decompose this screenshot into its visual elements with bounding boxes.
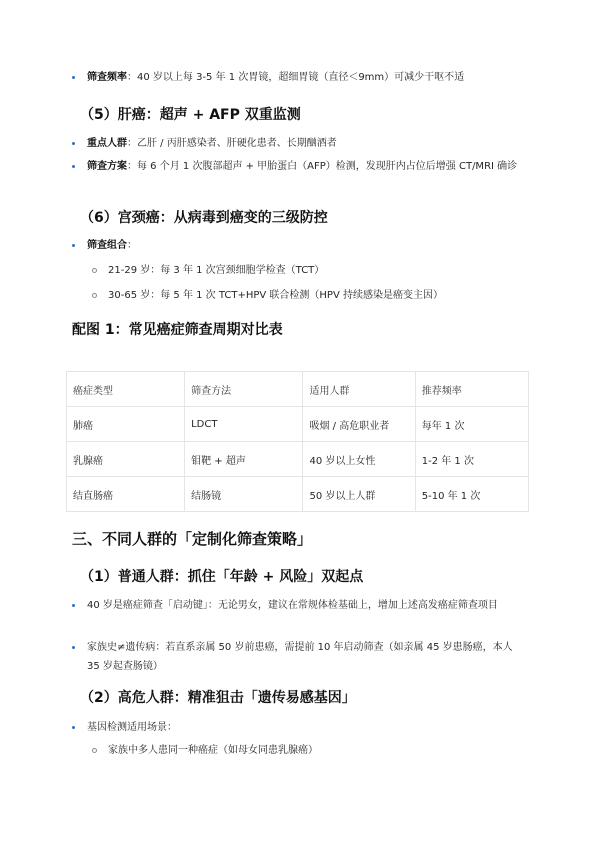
table-row <box>67 477 529 512</box>
table-cell: 5-10 年 1 次 <box>415 477 528 512</box>
item-text: ：每 6 个月 1 次腹部超声 + 甲胎蛋白（AFP）检测，发现肝内占位后增强 CT/MRI 确诊 <box>127 161 518 172</box>
item-label: 筛查组合 <box>87 240 127 251</box>
item-text: 基因检测适用场景： <box>87 722 177 733</box>
item-text: ：乙肝 / 丙肝感染者、肝硬化患者、长期酗酒者 <box>127 138 337 149</box>
table-cell: 50 岁以上人群 <box>303 477 415 512</box>
item-text: 家族史≠遗传病：若直系亲属 50 岁前患癌，需提前 10 年启动筛查（如亲属 45 岁患肠癌，本人 35 岁起查肠镜） <box>87 642 513 672</box>
sub-bullet-icon <box>92 268 97 273</box>
screening-table <box>66 371 529 512</box>
table-header: 推荐频率 <box>415 372 528 407</box>
bullet-icon <box>72 244 75 247</box>
table-header: 筛查方法 <box>185 372 303 407</box>
bullet-icon <box>72 604 75 607</box>
subheading-high-risk: （2）高危人群：精准狙击「遗传易感基因」 <box>80 690 356 706</box>
bullet-icon <box>72 142 75 145</box>
sub-item-text: 21-29 岁：每 3 年 1 次宫颈细胞学检查（TCT） <box>108 265 325 276</box>
bullet-icon <box>72 646 75 649</box>
bullet-icon <box>72 76 75 79</box>
item-text: ： <box>127 240 137 251</box>
section-title: 三、不同人群的「定制化筛查策略」 <box>72 530 313 548</box>
table-cell: LDCT <box>185 407 303 442</box>
table-cell: 每年 1 次 <box>415 407 528 442</box>
subheading-general-population: （1）普通人群：抓住「年龄 + 风险」双起点 <box>80 569 364 585</box>
table-cell: 1-2 年 1 次 <box>415 442 528 477</box>
bullet-icon <box>72 726 75 729</box>
item-label: 重点人群 <box>87 138 127 149</box>
table-cell: 钼靶 + 超声 <box>185 442 303 477</box>
sub-bullet-icon <box>92 293 97 298</box>
table-cell: 乳腺癌 <box>67 442 185 477</box>
table-row <box>67 407 529 442</box>
table-cell: 结肠镜 <box>185 477 303 512</box>
table-cell: 40 岁以上女性 <box>303 442 415 477</box>
table-cell: 结直肠癌 <box>67 477 185 512</box>
figure-title: 配图 1：常见癌症筛查周期对比表 <box>72 322 283 338</box>
subheading-liver-cancer: （5）肝癌：超声 + AFP 双重监测 <box>80 107 301 123</box>
table-cell: 吸烟 / 高危职业者 <box>303 407 415 442</box>
table-row <box>67 442 529 477</box>
table-header-row <box>67 372 529 407</box>
bullet-icon <box>72 165 75 168</box>
table-cell: 肺癌 <box>67 407 185 442</box>
subheading-cervical-cancer: （6）宫颈癌：从病毒到癌变的三级防控 <box>80 210 328 226</box>
table-header: 适用人群 <box>303 372 415 407</box>
sub-item-text: 家族中多人患同一种癌症（如母女同患乳腺癌） <box>108 745 318 756</box>
item-text: ：40 岁以上每 3-5 年 1 次胃镜，超细胃镜（直径＜9mm）可减少干呕不适 <box>127 72 465 83</box>
item-label: 筛查频率 <box>87 72 127 83</box>
item-label: 筛查方案 <box>87 161 127 172</box>
table-header: 癌症类型 <box>67 372 185 407</box>
item-text: 40 岁是癌症筛查「启动键」：无论男女，建议在常规体检基础上，增加上述高发癌症筛查项目 <box>87 600 498 611</box>
sub-bullet-icon <box>92 748 97 753</box>
sub-item-text: 30-65 岁：每 5 年 1 次 TCT+HPV 联合检测（HPV 持续感染是癌变主因） <box>108 290 443 301</box>
